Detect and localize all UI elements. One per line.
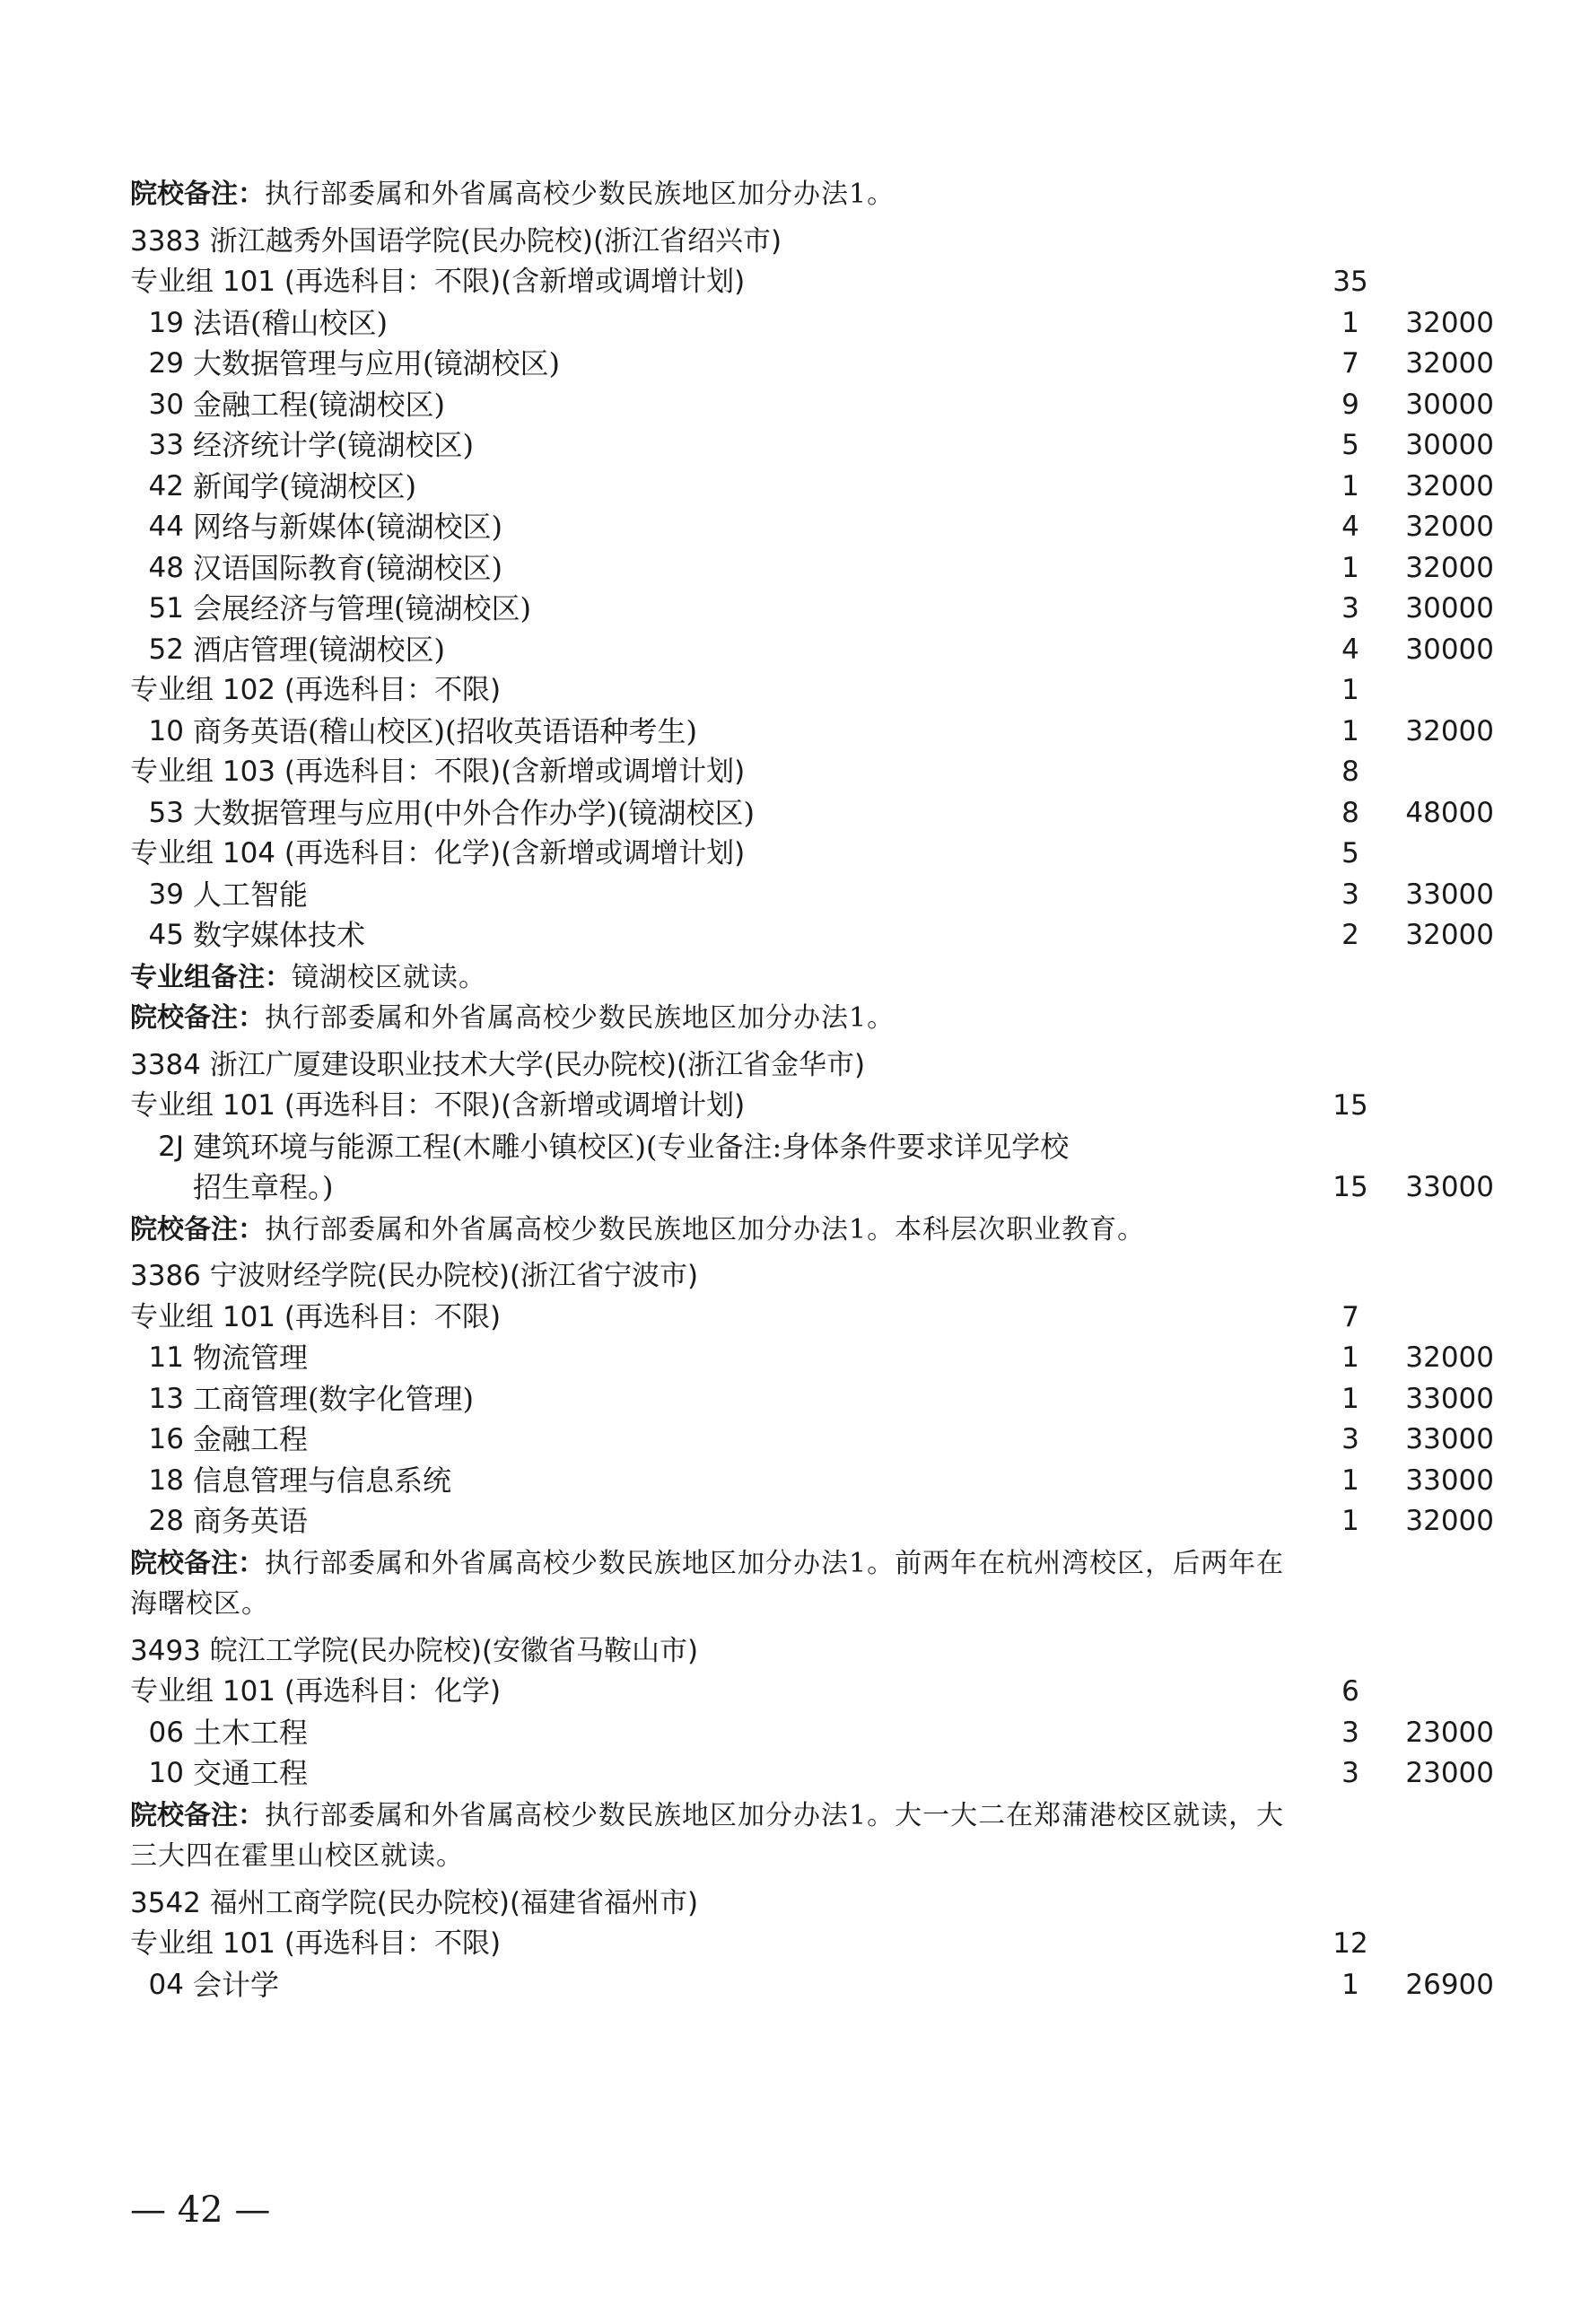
school-name: 福州工商学院(民办院校)(福建省福州市): [209, 1886, 699, 1919]
major-row: [130, 1713, 1494, 1754]
major-fee: 30000: [1405, 429, 1494, 461]
remark-continuation: [130, 1583, 1467, 1624]
remark-label: 院校备注：: [130, 1002, 265, 1034]
major-count: 1: [1341, 551, 1359, 584]
major-count: 2: [1341, 919, 1359, 951]
major-fee: 32000: [1405, 1341, 1494, 1374]
major-row: [130, 915, 1494, 957]
major-fee: 30000: [1405, 633, 1494, 666]
major-count: 8: [1341, 796, 1359, 829]
major-fee: 32000: [1405, 919, 1494, 951]
major-group-header: [130, 834, 1467, 875]
major-code: 44: [148, 511, 184, 543]
major-row: [130, 303, 1494, 345]
major-name: 网络与新媒体(镜湖校区): [193, 510, 502, 544]
major-fee: 32000: [1405, 1505, 1494, 1537]
major-name: 数字媒体技术: [193, 918, 366, 952]
major-row: [130, 467, 1494, 508]
remark-text: 执行部委属和外省属高校少数民族地区加分办法1。前两年在杭州湾校区，后两年在: [265, 1547, 1285, 1579]
major-count: 1: [1341, 1382, 1359, 1415]
major-name: 法语(稽山校区): [193, 305, 388, 340]
major-fee: 30000: [1405, 388, 1494, 421]
major-name-continuation: 招生章程。): [193, 1170, 334, 1204]
major-code: 29: [148, 347, 184, 380]
major-count: 7: [1341, 347, 1359, 380]
major-group-count: 5: [1341, 837, 1359, 869]
major-group-count: 12: [1332, 1927, 1368, 1960]
major-name: 人工智能: [193, 877, 309, 912]
major-fee: 33000: [1405, 1463, 1494, 1497]
remark-line: [130, 1795, 1467, 1836]
major-count: 1: [1341, 714, 1359, 747]
major-count: 1: [1341, 469, 1359, 502]
major-code: 51: [148, 592, 184, 625]
remark-text: 执行部委属和外省属高校少数民族地区加分办法1。: [265, 179, 895, 210]
major-group-title: 专业组 101 (再选科目：不限): [130, 1927, 502, 1960]
school-code: 3383: [130, 224, 201, 258]
major-row: [130, 1379, 1494, 1420]
major-group-title: 专业组 103 (再选科目：不限)(含新增或调增计划): [130, 756, 746, 788]
major-group-title: 专业组 104 (再选科目：化学)(含新增或调增计划): [130, 837, 746, 869]
major-group-header: [130, 1672, 1467, 1713]
major-group-title: 专业组 101 (再选科目：不限)(含新增或调增计划): [130, 1089, 746, 1122]
major-name: 会展经济与管理(镜湖校区): [193, 591, 531, 625]
major-code: 48: [148, 551, 184, 584]
major-row: [130, 548, 1494, 590]
major-row: [130, 589, 1494, 630]
major-fee: 23000: [1405, 1757, 1494, 1789]
major-name: 会计学: [193, 1967, 280, 2002]
major-code: 10: [148, 1757, 184, 1789]
school-name: 皖江工学院(民办院校)(安徽省马鞍山市): [209, 1634, 699, 1667]
major-count: 5: [1341, 429, 1359, 461]
major-code: 10: [148, 714, 184, 747]
major-name: 大数据管理与应用(镜湖校区): [193, 346, 560, 380]
major-count: 3: [1341, 1716, 1359, 1749]
major-code: 33: [148, 429, 184, 461]
major-count: 1: [1341, 1341, 1359, 1374]
major-group-header: [130, 670, 1467, 712]
major-code: 06: [148, 1716, 184, 1749]
major-fee: 32000: [1405, 551, 1494, 584]
major-row: [130, 712, 1494, 753]
major-count: 3: [1341, 878, 1359, 911]
major-code: 16: [148, 1423, 184, 1455]
school-header: [130, 1256, 1467, 1297]
major-name: 商务英语(稽山校区)(招收英语语种考生): [193, 713, 697, 748]
major-group-count: 15: [1332, 1089, 1368, 1122]
major-code: 42: [148, 469, 184, 502]
major-group-header: [130, 1297, 1467, 1339]
admission-plan-list: [130, 173, 1494, 2005]
school-name: 宁波财经学院(民办院校)(浙江省宁波市): [209, 1260, 699, 1292]
major-name: 汉语国际教育(镜湖校区): [193, 550, 502, 585]
major-fee: 32000: [1405, 714, 1494, 747]
major-name: 经济统计学(镜湖校区): [193, 428, 474, 462]
remark-continuation: [130, 1835, 1467, 1876]
major-row: [130, 385, 1494, 426]
remark-label: 院校备注：: [130, 1213, 265, 1245]
major-fee: 23000: [1405, 1716, 1494, 1749]
major-group-title: 专业组 101 (再选科目：化学): [130, 1675, 502, 1708]
major-count: 4: [1341, 511, 1359, 543]
page-number: — 42 —: [130, 2189, 271, 2231]
school-name: 浙江广厦建设职业技术大学(民办院校)(浙江省金华市): [209, 1048, 866, 1081]
school-header: [130, 1045, 1467, 1087]
major-count: 1: [1341, 1505, 1359, 1537]
major-row: [130, 630, 1494, 671]
school-header: [130, 1883, 1467, 1925]
major-group-count: 6: [1341, 1675, 1359, 1708]
major-fee: 33000: [1405, 878, 1494, 911]
remark-text: 执行部委属和外省属高校少数民族地区加分办法1。本科层次职业教育。: [265, 1213, 1146, 1245]
remark-text: 镜湖校区就读。: [292, 961, 486, 993]
major-fee: 26900: [1405, 1968, 1494, 2001]
remark-line: [130, 173, 1467, 214]
major-row: [130, 1461, 1494, 1502]
major-fee: 32000: [1405, 469, 1494, 502]
major-group-header: [130, 752, 1467, 793]
major-name: 土木工程: [193, 1715, 309, 1750]
major-name: 物流管理: [193, 1341, 309, 1375]
remark-label: 院校备注：: [130, 179, 265, 210]
major-fee: 32000: [1405, 511, 1494, 543]
major-code: 53: [148, 796, 184, 829]
school-header: [130, 222, 1467, 263]
major-row: [130, 1127, 1467, 1168]
remark-label: 院校备注：: [130, 1547, 265, 1579]
major-name: 新闻学(镜湖校区): [193, 468, 416, 503]
major-code: 11: [148, 1341, 184, 1374]
major-row: [130, 793, 1494, 834]
major-group-count: 7: [1341, 1300, 1359, 1333]
major-group-count: 8: [1341, 756, 1359, 788]
major-fee: 32000: [1405, 306, 1494, 339]
major-group-title: 专业组 101 (再选科目：不限)(含新增或调增计划): [130, 266, 746, 298]
major-code: 52: [148, 633, 184, 666]
major-count: 1: [1341, 306, 1359, 339]
major-name: 交通工程: [193, 1756, 309, 1790]
major-group-count: 1: [1341, 674, 1359, 706]
major-group-header: [130, 1924, 1467, 1965]
remark-label: 专业组备注：: [130, 961, 292, 993]
major-code: 18: [148, 1463, 184, 1497]
remark-text: 执行部委属和外省属高校少数民族地区加分办法1。: [265, 1002, 895, 1034]
major-name: 大数据管理与应用(中外合作办学)(镜湖校区): [193, 795, 755, 830]
major-row: [130, 344, 1494, 385]
major-fee: 33000: [1405, 1423, 1494, 1455]
major-row: [130, 425, 1494, 467]
major-name: 建筑环境与能源工程(木雕小镇校区)(专业备注:身体条件要求详见学校: [193, 1129, 1070, 1164]
school-code: 3384: [130, 1048, 201, 1081]
major-name: 信息管理与信息系统: [193, 1463, 452, 1498]
major-row-continuation: [130, 1167, 1494, 1209]
major-group-header: [130, 262, 1467, 303]
major-count: 4: [1341, 633, 1359, 666]
major-code: 45: [148, 919, 184, 951]
major-code: 39: [148, 878, 184, 911]
major-count: 15: [1332, 1171, 1368, 1203]
major-group-header: [130, 1086, 1467, 1127]
major-count: 3: [1341, 592, 1359, 625]
major-code: 13: [148, 1382, 184, 1415]
major-name: 商务英语: [193, 1504, 309, 1538]
major-name: 金融工程: [193, 1422, 309, 1456]
major-count: 3: [1341, 1423, 1359, 1455]
remark-text: 海曙校区。: [130, 1588, 269, 1620]
major-code: 19: [148, 306, 184, 339]
major-name: 酒店管理(镜湖校区): [193, 632, 445, 667]
school-name: 浙江越秀外国语学院(民办院校)(浙江省绍兴市): [209, 224, 782, 258]
major-row: [130, 875, 1494, 916]
major-count: 3: [1341, 1757, 1359, 1789]
major-group-count: 35: [1332, 266, 1368, 298]
remark-line: [130, 1542, 1467, 1584]
major-count: 9: [1341, 388, 1359, 421]
major-code: 28: [148, 1505, 184, 1537]
school-code: 3542: [130, 1886, 201, 1919]
major-count: 1: [1341, 1968, 1359, 2001]
school-code: 3493: [130, 1634, 201, 1667]
school-code: 3386: [130, 1260, 201, 1292]
remark-line: [130, 1209, 1467, 1250]
major-row: [130, 1338, 1494, 1379]
major-group-title: 专业组 101 (再选科目：不限): [130, 1300, 502, 1333]
remark-text: 三大四在霍里山校区就读。: [130, 1840, 464, 1872]
major-row: [130, 1501, 1494, 1542]
major-fee: 33000: [1405, 1171, 1494, 1203]
major-name: 工商管理(数字化管理): [193, 1381, 474, 1416]
major-row: [130, 1420, 1494, 1461]
remark-text: 执行部委属和外省属高校少数民族地区加分办法1。大一大二在郑蒲港校区就读，大: [265, 1799, 1285, 1831]
major-row: [130, 1965, 1494, 2006]
major-row: [130, 1753, 1494, 1795]
remark-label: 院校备注：: [130, 1799, 265, 1831]
major-row: [130, 507, 1494, 548]
major-count: 1: [1341, 1463, 1359, 1497]
major-fee: 33000: [1405, 1382, 1494, 1415]
school-header: [130, 1631, 1467, 1673]
major-code: 30: [148, 388, 184, 421]
major-code: 2J: [158, 1130, 184, 1163]
remark-line: [130, 957, 1467, 998]
major-group-title: 专业组 102 (再选科目：不限): [130, 674, 502, 706]
major-code: 04: [148, 1968, 184, 2001]
remark-line: [130, 997, 1467, 1038]
major-fee: 30000: [1405, 592, 1494, 625]
major-name: 金融工程(镜湖校区): [193, 387, 445, 422]
major-fee: 48000: [1405, 796, 1494, 829]
major-fee: 32000: [1405, 347, 1494, 380]
